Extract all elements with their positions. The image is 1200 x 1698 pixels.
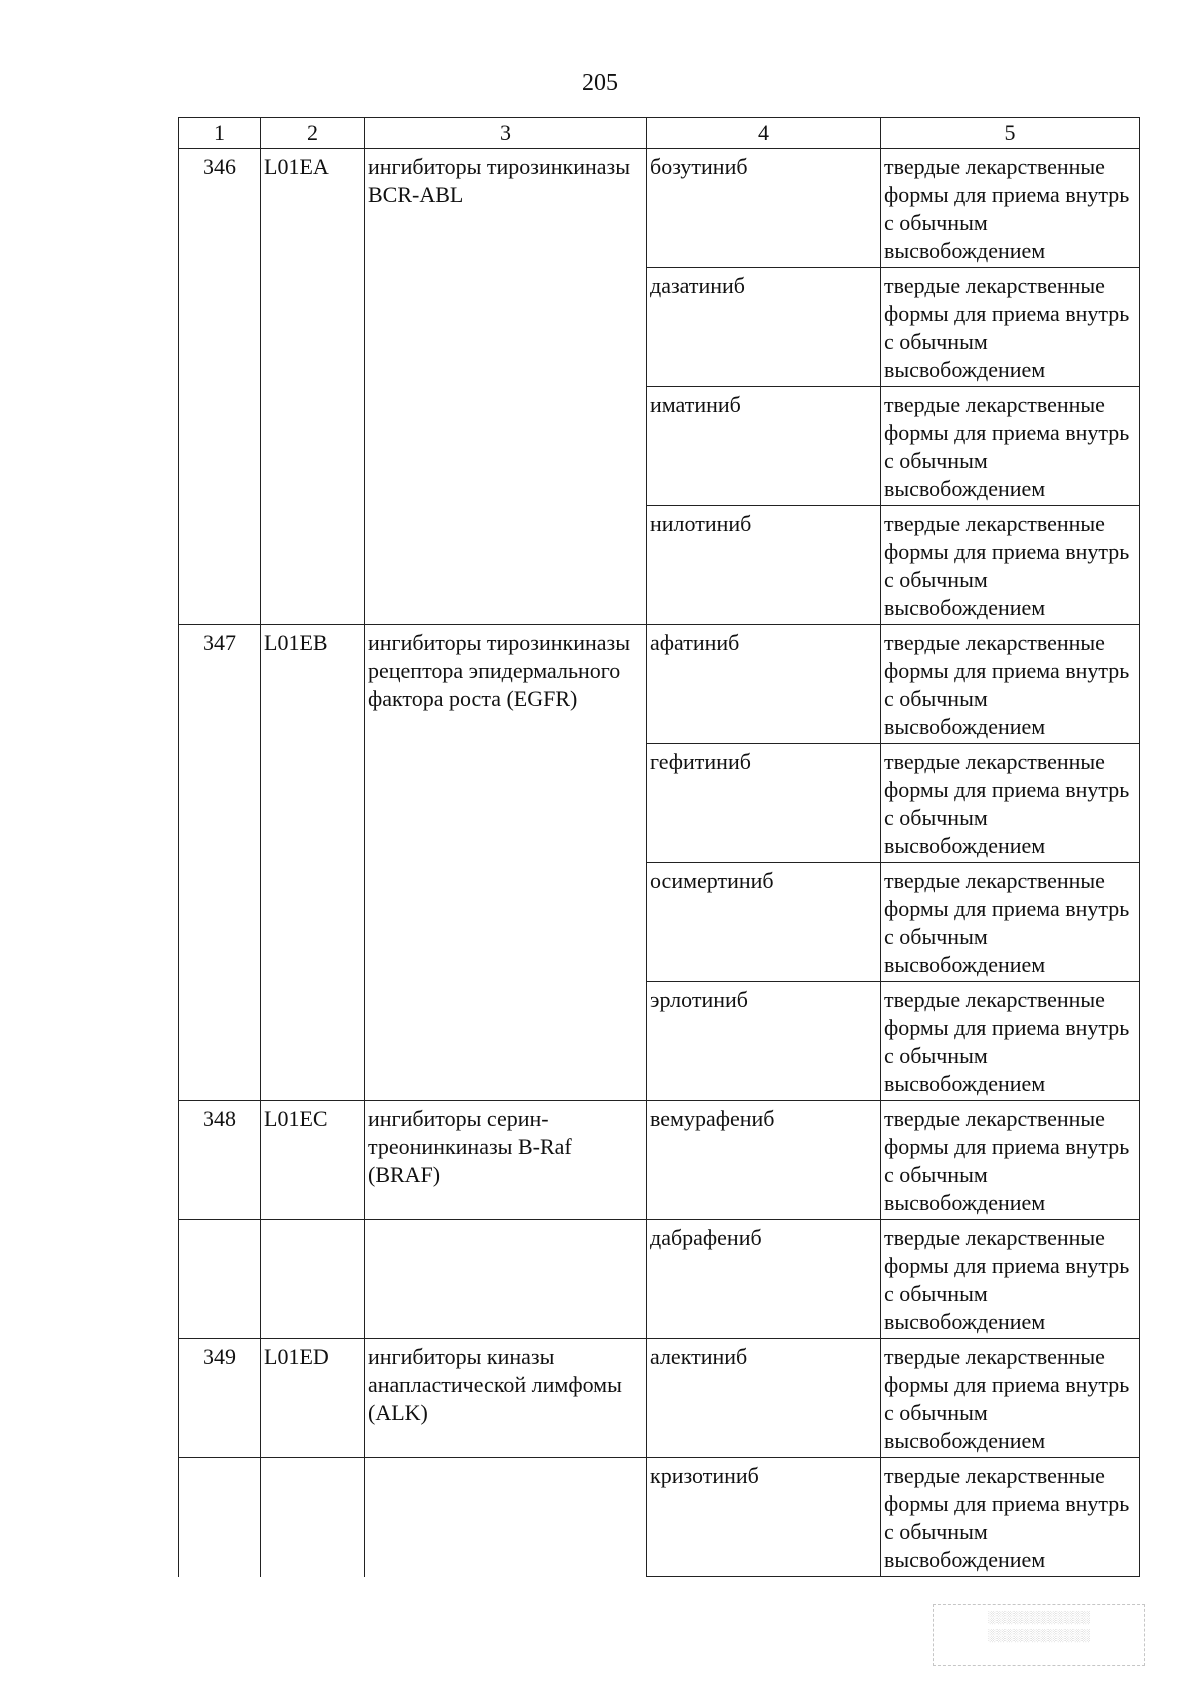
drug-name: алектиниб [647,1339,881,1458]
drug-name: бозутиниб [647,149,881,268]
group-name [365,1220,647,1339]
column-header: 3 [365,118,647,149]
drug-name: иматиниб [647,387,881,506]
table-row [179,149,1140,268]
dosage-form: твердые лекарственные формы для приема внутрь с обычным высвобождением [881,625,1140,744]
drug-name: афатиниб [647,625,881,744]
dosage-form: твердые лекарственные формы для приема внутрь с обычным высвобождением [881,1220,1140,1339]
row-number: 349 [179,1339,261,1458]
table-body [179,149,1140,1577]
atc-code [261,1458,365,1577]
drug-name: эрлотиниб [647,982,881,1101]
row-number: 348 [179,1101,261,1220]
atc-code: L01ED [261,1339,365,1458]
group-name: ингибиторы тирозинкиназы рецептора эпидермального фактора роста (EGFR) [365,625,647,1101]
dosage-form: твердые лекарственные формы для приема внутрь с обычным высвобождением [881,744,1140,863]
column-header: 5 [881,118,1140,149]
drug-name: дазатиниб [647,268,881,387]
row-number [179,1458,261,1577]
dosage-form: твердые лекарственные формы для приема внутрь с обычным высвобождением [881,982,1140,1101]
column-header: 2 [261,118,365,149]
atc-code [261,1220,365,1339]
drug-name: гефитиниб [647,744,881,863]
page-number: 205 [582,70,618,96]
table-row [179,1339,1140,1458]
atc-code: L01EB [261,625,365,1101]
group-name: ингибиторы киназы анапластической лимфомы (ALK) [365,1339,647,1458]
table-row [179,625,1140,744]
atc-code: L01EC [261,1101,365,1220]
dosage-form: твердые лекарственные формы для приема внутрь с обычным высвобождением [881,863,1140,982]
column-header: 4 [647,118,881,149]
row-number [179,1220,261,1339]
row-number: 346 [179,149,261,625]
dosage-form: твердые лекарственные формы для приема внутрь с обычным высвобождением [881,1101,1140,1220]
drug-name: вемурафениб [647,1101,881,1220]
table-row [179,1101,1140,1220]
drug-name: осимертиниб [647,863,881,982]
column-header: 1 [179,118,261,149]
group-name: ингибиторы тирозинкиназы BCR-ABL [365,149,647,625]
dosage-form: твердые лекарственные формы для приема внутрь с обычным высвобождением [881,1339,1140,1458]
drug-name: дабрафениб [647,1220,881,1339]
header-row [179,118,1140,149]
group-name: ингибиторы серин-треонинкиназы B-Raf (BRAF) [365,1101,647,1220]
group-name [365,1458,647,1577]
table-row [179,1458,1140,1577]
drug-name: кризотиниб [647,1458,881,1577]
table-row [179,1220,1140,1339]
atc-code: L01EA [261,149,365,625]
dosage-form: твердые лекарственные формы для приема внутрь с обычным высвобождением [881,149,1140,268]
dosage-form: твердые лекарственные формы для приема внутрь с обычным высвобождением [881,1458,1140,1577]
drug-name: нилотиниб [647,506,881,625]
row-number: 347 [179,625,261,1101]
registration-stamp: ░░░░░░░░░░░░ ░░░░░░░░░░░░ [933,1604,1145,1666]
dosage-form: твердые лекарственные формы для приема внутрь с обычным высвобождением [881,387,1140,506]
dosage-form: твердые лекарственные формы для приема внутрь с обычным высвобождением [881,506,1140,625]
drug-table [178,117,1140,1577]
dosage-form: твердые лекарственные формы для приема внутрь с обычным высвобождением [881,268,1140,387]
